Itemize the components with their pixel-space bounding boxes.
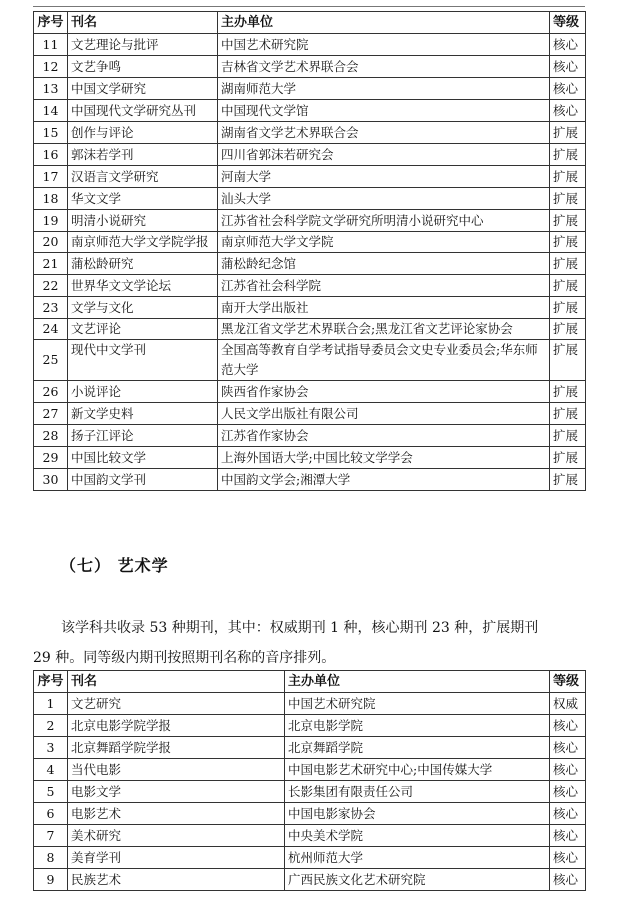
table-row — [34, 34, 586, 56]
sponsor-name: 全国高等教育自学考试指导委员会文史专业委员会;华东师范大学 — [218, 340, 550, 381]
sponsor-name: 中国艺术研究院 — [285, 693, 550, 715]
row-number: 23 — [34, 297, 68, 319]
grade-label: 核心 — [550, 100, 586, 122]
table-row — [34, 188, 586, 210]
grade-label: 扩展 — [550, 144, 586, 166]
journal-name: 世界华文文学论坛 — [68, 275, 218, 297]
table-row — [34, 759, 586, 781]
table-row — [34, 297, 586, 319]
journal-name: 南京师范大学文学院学报 — [68, 232, 218, 253]
header-journal-name: 刊名 — [68, 671, 285, 693]
grade-label: 核心 — [550, 56, 586, 78]
table-row — [34, 447, 586, 469]
journal-name: 现代中文学刊 — [68, 340, 218, 381]
row-number: 15 — [34, 122, 68, 144]
row-number: 12 — [34, 56, 68, 78]
header-journal-name: 刊名 — [68, 12, 218, 34]
journal-name: 北京电影学院学报 — [68, 715, 285, 737]
journal-name: 文艺研究 — [68, 693, 285, 715]
row-number: 4 — [34, 759, 68, 781]
row-number: 11 — [34, 34, 68, 56]
sponsor-name: 中国电影家协会 — [285, 803, 550, 825]
table-row — [34, 78, 586, 100]
row-number: 7 — [34, 825, 68, 847]
header-number: 序号 — [34, 12, 68, 34]
top-rule — [33, 6, 585, 7]
table-row — [34, 56, 586, 78]
sponsor-name: 中国艺术研究院 — [218, 34, 550, 56]
grade-label: 核心 — [550, 34, 586, 56]
sponsor-name: 北京电影学院 — [285, 715, 550, 737]
sponsor-name: 黑龙江省文学艺术界联合会;黑龙江省文艺评论家协会 — [218, 319, 550, 340]
sponsor-name: 上海外国语大学;中国比较文学学会 — [218, 447, 550, 469]
table-header-row — [34, 12, 586, 34]
grade-label: 扩展 — [550, 425, 586, 447]
journal-name: 文艺评论 — [68, 319, 218, 340]
row-number: 24 — [34, 319, 68, 340]
row-number: 17 — [34, 166, 68, 188]
sponsor-name: 江苏省社会科学院文学研究所明清小说研究中心 — [218, 210, 550, 232]
table-row — [34, 275, 586, 297]
table-row — [34, 232, 586, 253]
table-row — [34, 869, 586, 891]
sponsor-name: 四川省郭沫若研究会 — [218, 144, 550, 166]
row-number: 29 — [34, 447, 68, 469]
table-row — [34, 144, 586, 166]
row-number: 22 — [34, 275, 68, 297]
grade-label: 扩展 — [550, 403, 586, 425]
grade-label: 扩展 — [550, 275, 586, 297]
grade-label: 扩展 — [550, 122, 586, 144]
journal-name: 文艺争鸣 — [68, 56, 218, 78]
row-number: 28 — [34, 425, 68, 447]
sponsor-name: 江苏省社会科学院 — [218, 275, 550, 297]
journal-name: 文学与文化 — [68, 297, 218, 319]
journal-name: 文艺理论与批评 — [68, 34, 218, 56]
row-number: 14 — [34, 100, 68, 122]
grade-label: 扩展 — [550, 232, 586, 253]
sponsor-name: 广西民族文化艺术研究院 — [285, 869, 550, 891]
journal-name: 中国现代文学研究丛刊 — [68, 100, 218, 122]
table-row — [34, 825, 586, 847]
grade-label: 扩展 — [550, 469, 586, 491]
row-number: 3 — [34, 737, 68, 759]
grade-label: 扩展 — [550, 381, 586, 403]
table-row — [34, 715, 586, 737]
journal-name: 中国韵文学刊 — [68, 469, 218, 491]
table-row — [34, 166, 586, 188]
table-row — [34, 100, 586, 122]
row-number: 27 — [34, 403, 68, 425]
header-sponsor: 主办单位 — [218, 12, 550, 34]
journal-table-literature — [33, 11, 586, 491]
sponsor-name: 河南大学 — [218, 166, 550, 188]
grade-label: 核心 — [550, 781, 586, 803]
grade-label: 核心 — [550, 78, 586, 100]
row-number: 18 — [34, 188, 68, 210]
journal-name: 电影文学 — [68, 781, 285, 803]
sponsor-name: 中国电影艺术研究中心;中国传媒大学 — [285, 759, 550, 781]
header-sponsor: 主办单位 — [285, 671, 550, 693]
grade-label: 扩展 — [550, 188, 586, 210]
section-intro-line1: 该学科共收录 53 种期刊，其中：权威期刊 1 种，核心期刊 23 种，扩展期刊 — [61, 620, 539, 636]
journal-name: 蒲松龄研究 — [68, 253, 218, 275]
grade-label: 核心 — [550, 737, 586, 759]
table-row — [34, 781, 586, 803]
journal-name: 郭沫若学刊 — [68, 144, 218, 166]
row-number: 20 — [34, 232, 68, 253]
row-number: 13 — [34, 78, 68, 100]
row-number: 19 — [34, 210, 68, 232]
table-row — [34, 469, 586, 491]
journal-name: 华文文学 — [68, 188, 218, 210]
grade-label: 扩展 — [550, 253, 586, 275]
table-row — [34, 210, 586, 232]
journal-name: 美术研究 — [68, 825, 285, 847]
sponsor-name: 中国韵文学会;湘潭大学 — [218, 469, 550, 491]
journal-name: 中国文学研究 — [68, 78, 218, 100]
journal-name: 小说评论 — [68, 381, 218, 403]
section-intro-line2: 29 种。同等级内期刊按照期刊名称的音序排列。 — [33, 650, 336, 666]
sponsor-name: 人民文学出版社有限公司 — [218, 403, 550, 425]
sponsor-name: 湖南省文学艺术界联合会 — [218, 122, 550, 144]
sponsor-name: 湖南师范大学 — [218, 78, 550, 100]
sponsor-name: 陕西省作家协会 — [218, 381, 550, 403]
journal-name: 新文学史料 — [68, 403, 218, 425]
journal-name: 汉语言文学研究 — [68, 166, 218, 188]
table-row — [34, 122, 586, 144]
journal-name: 美育学刊 — [68, 847, 285, 869]
sponsor-name: 吉林省文学艺术界联合会 — [218, 56, 550, 78]
header-grade: 等级 — [550, 671, 586, 693]
table-header-row — [34, 671, 586, 693]
row-number: 1 — [34, 693, 68, 715]
table-row — [34, 403, 586, 425]
grade-label: 扩展 — [550, 297, 586, 319]
table-row — [34, 737, 586, 759]
grade-label: 核心 — [550, 715, 586, 737]
row-number: 30 — [34, 469, 68, 491]
grade-label: 扩展 — [550, 319, 586, 340]
journal-name: 北京舞蹈学院学报 — [68, 737, 285, 759]
table-row — [34, 425, 586, 447]
sponsor-name: 杭州师范大学 — [285, 847, 550, 869]
journal-name: 当代电影 — [68, 759, 285, 781]
row-number: 5 — [34, 781, 68, 803]
sponsor-name: 汕头大学 — [218, 188, 550, 210]
grade-label: 权威 — [550, 693, 586, 715]
header-number: 序号 — [34, 671, 68, 693]
sponsor-name: 北京舞蹈学院 — [285, 737, 550, 759]
grade-label: 核心 — [550, 803, 586, 825]
row-number: 2 — [34, 715, 68, 737]
grade-label: 扩展 — [550, 340, 586, 381]
sponsor-name: 中央美术学院 — [285, 825, 550, 847]
table-row — [34, 847, 586, 869]
grade-label: 核心 — [550, 759, 586, 781]
row-number: 9 — [34, 869, 68, 891]
journal-name: 扬子江评论 — [68, 425, 218, 447]
journal-table-art — [33, 670, 586, 891]
row-number: 16 — [34, 144, 68, 166]
grade-label: 核心 — [550, 825, 586, 847]
journal-name: 创作与评论 — [68, 122, 218, 144]
table-row — [34, 253, 586, 275]
sponsor-name: 长影集团有限责任公司 — [285, 781, 550, 803]
sponsor-name: 南开大学出版社 — [218, 297, 550, 319]
table-row — [34, 803, 586, 825]
row-number: 26 — [34, 381, 68, 403]
grade-label: 扩展 — [550, 166, 586, 188]
table-row — [34, 693, 586, 715]
grade-label: 扩展 — [550, 210, 586, 232]
table-row — [34, 319, 586, 340]
grade-label: 核心 — [550, 847, 586, 869]
sponsor-name: 蒲松龄纪念馆 — [218, 253, 550, 275]
table-row — [34, 340, 586, 381]
section-heading: （七） 艺术学 — [60, 556, 169, 575]
table-row — [34, 381, 586, 403]
row-number: 8 — [34, 847, 68, 869]
sponsor-name: 江苏省作家协会 — [218, 425, 550, 447]
sponsor-name: 中国现代文学馆 — [218, 100, 550, 122]
sponsor-name: 南京师范大学文学院 — [218, 232, 550, 253]
grade-label: 核心 — [550, 869, 586, 891]
header-grade: 等级 — [550, 12, 586, 34]
journal-name: 民族艺术 — [68, 869, 285, 891]
journal-name: 电影艺术 — [68, 803, 285, 825]
grade-label: 扩展 — [550, 447, 586, 469]
row-number: 25 — [34, 340, 68, 381]
row-number: 6 — [34, 803, 68, 825]
row-number: 21 — [34, 253, 68, 275]
journal-name: 明清小说研究 — [68, 210, 218, 232]
journal-name: 中国比较文学 — [68, 447, 218, 469]
